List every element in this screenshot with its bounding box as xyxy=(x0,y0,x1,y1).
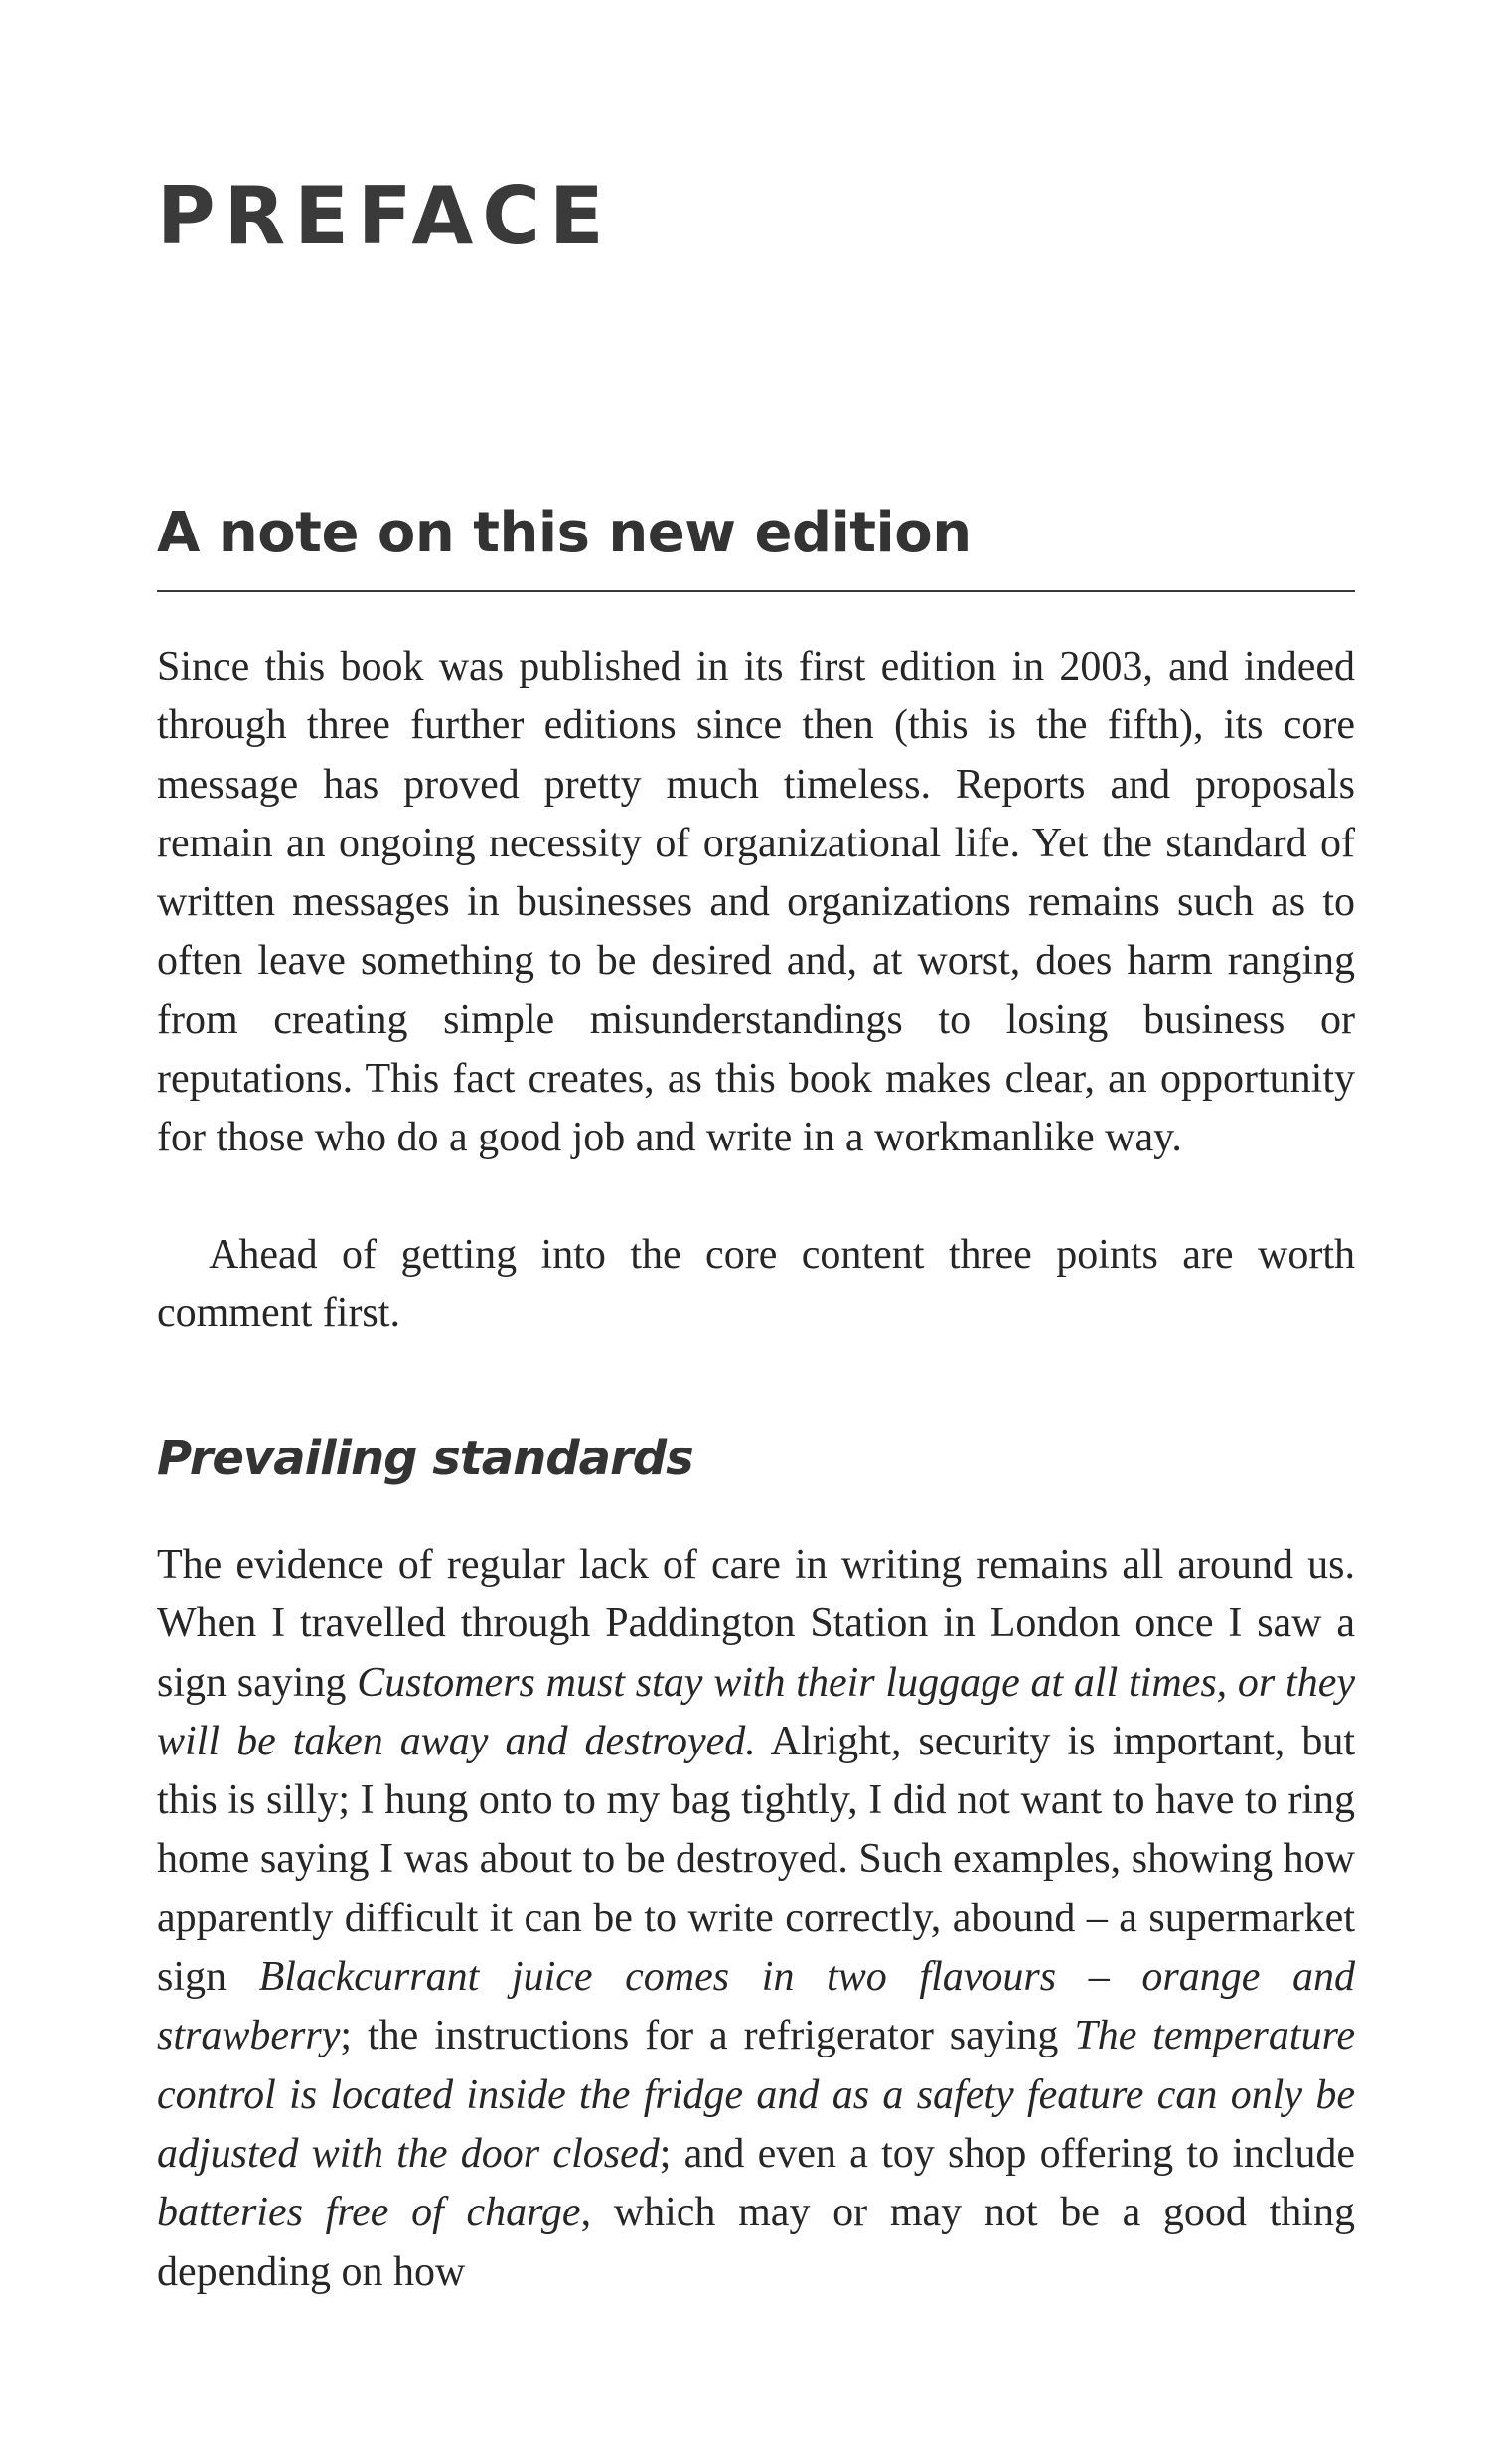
body-text-run: , which may or may not be a good thing depending on how xyxy=(157,2190,1355,2295)
body-paragraph xyxy=(157,1536,1355,2302)
quoted-instruction-text: The temperature control is located inside the fridge and as a safety feature can only be adjusted with the door closed xyxy=(157,2013,1356,2177)
quoted-sign-text: Blackcurrant juice comes in two flavours – orange and strawberry xyxy=(157,1954,1355,2059)
quoted-offer-text: batteries free of charge xyxy=(157,2190,581,2236)
body-text-run: ; the instructions for a refrigerator saying xyxy=(340,2013,1075,2059)
subsection-heading: Prevailing standards xyxy=(157,1431,693,1486)
body-text-run: Alright, security is important, but this is silly; I hung onto to my bag tightly, I did not want to have to ring home saying I was about to be destroyed. Such examples, showing how apparently difficult it can be to write correctly, abound – a supermarket sign xyxy=(157,1718,1355,2001)
chapter-title: PREFACE xyxy=(157,170,613,262)
body-text-run: The evidence of regular lack of care in writing remains all around us. When I travelled through Paddington Station in London once I saw a sign saying xyxy=(157,1542,1355,1706)
section-divider xyxy=(157,590,1355,592)
body-paragraph: Ahead of getting into the core content three points are worth comment first. xyxy=(157,1232,1355,1337)
body-paragraph: Since this book was published in its first edition in 2003, and indeed through three further editions since then (this is the fifth), its core message has proved pretty much timeless. Reports and proposals remain an ongoing necessity of organizational life. Yet the standard of written messages in businesses and organizations remains such as to often leave something to be desired and, at worst, does harm ranging from creating simple misunderstandings to losing business or reputations. This fact creates, as this book makes clear, an opportunity for those who do a good job and write in a workmanlike way. xyxy=(157,644,1355,1161)
body-text-run: ; and even a toy shop offering to include xyxy=(659,2130,1355,2177)
section-heading: A note on this new edition xyxy=(157,501,972,565)
quoted-sign-text: Customers must stay with their luggage at all times, or they will be taken away and destroyed. xyxy=(157,1659,1355,1764)
